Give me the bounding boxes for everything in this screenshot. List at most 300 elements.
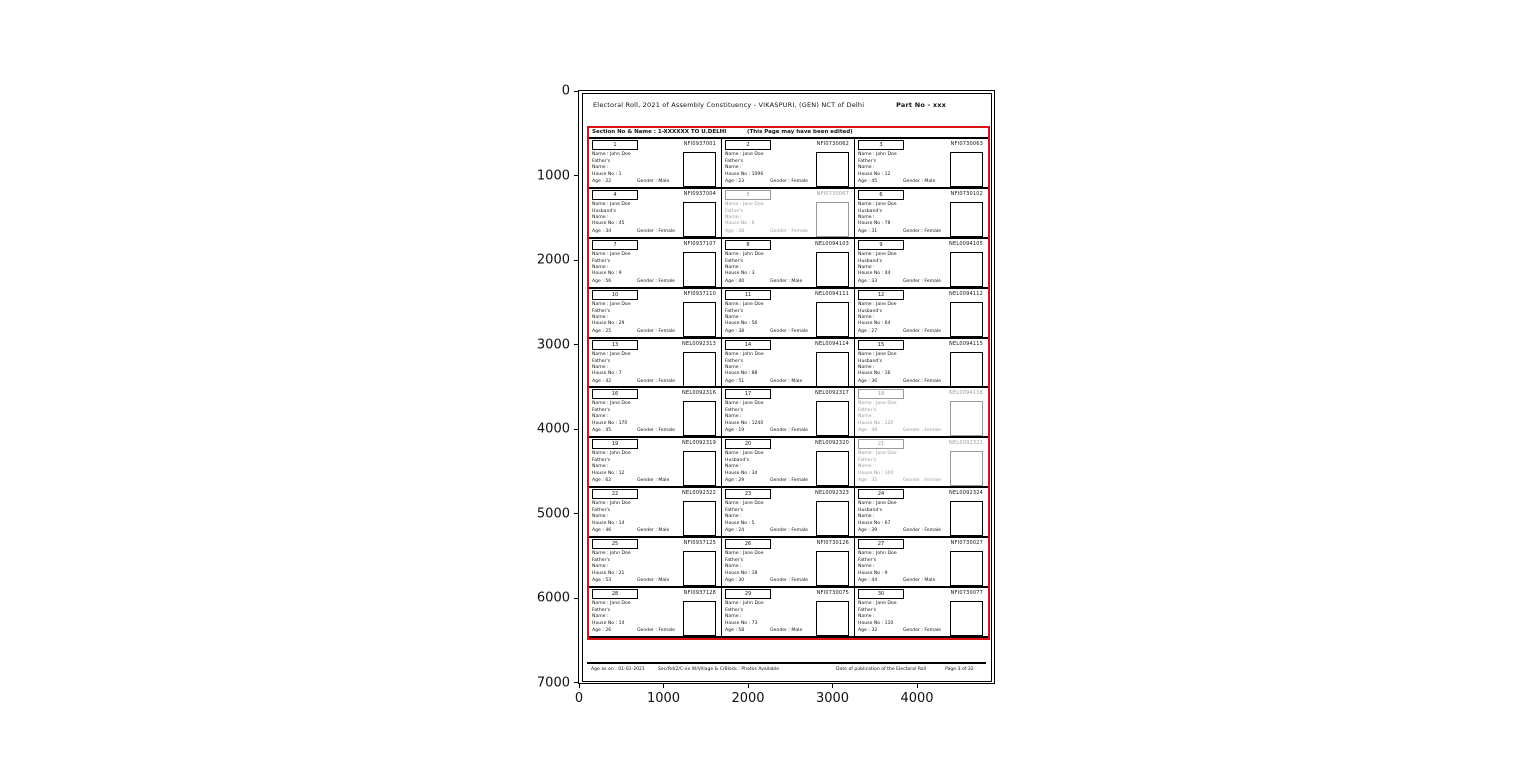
serial-number-box: 25 <box>592 539 638 549</box>
section-header-row <box>589 128 988 139</box>
relation-value-line: Name : <box>592 165 609 170</box>
serial-number-box: 6 <box>858 190 904 200</box>
serial-number-box: 28 <box>592 589 638 599</box>
gender-line: Gender : Male <box>637 528 670 534</box>
gender-line: Gender : Male <box>637 478 670 484</box>
voter-card <box>855 588 988 638</box>
voter-name-line: Name : Jane Doe <box>592 301 631 307</box>
gender-line: Gender : Female <box>770 228 809 234</box>
epic-number: NFI0730126 <box>816 540 849 547</box>
serial-number-box: 13 <box>592 340 638 350</box>
house-number-line: House No : 6 <box>725 221 755 227</box>
voter-card <box>589 239 722 289</box>
age-line: Age : 44 <box>858 578 878 584</box>
relation-value-line: Name : <box>592 564 609 570</box>
section-name: Section No & Name : 1-XXXXXX TO U.DELHI <box>592 129 727 135</box>
house-number-line: House No : 120 <box>858 420 894 426</box>
voter-name-line: Name : Jane Doe <box>725 152 764 157</box>
voter-card <box>855 239 988 289</box>
serial-number-box: 27 <box>858 539 904 549</box>
age-line: Age : 35 <box>858 478 878 484</box>
voter-name-line: Name : John Doe <box>858 551 897 557</box>
x-axis-tick-label: 0 <box>574 691 584 706</box>
voter-photo-box <box>816 501 849 536</box>
epic-number: NFI0937107 <box>683 240 716 247</box>
age-line: Age : 33 <box>858 278 878 284</box>
serial-number-box: 3 <box>858 140 904 150</box>
serial-number-box: 10 <box>592 290 638 300</box>
epic-number: NFI0937004 <box>683 190 716 197</box>
gender-line: Gender : Female <box>637 428 676 434</box>
relation-value-line: Name : <box>858 564 875 570</box>
y-axis-tick-label: 6000 <box>536 590 570 606</box>
epic-number: NEL0094112 <box>949 290 983 297</box>
voter-photo-box <box>816 252 849 287</box>
voter-name-line: Name : Jane Doe <box>592 601 631 607</box>
relation-label-line: Father's <box>858 458 877 464</box>
house-number-line: House No : 18 <box>725 570 758 576</box>
gender-line: Gender : Female <box>903 478 942 484</box>
x-axis-tick-label: 4000 <box>900 691 934 706</box>
epic-number: NFI0730062 <box>816 141 849 147</box>
footer-age-as-on: Age as on : 01-01-2021 <box>591 667 645 672</box>
epic-number: NEL0092317 <box>815 390 849 397</box>
gender-line: Gender : Female <box>903 228 942 234</box>
y-axis-tick-label: 5000 <box>536 506 570 522</box>
relation-label-line: Father's <box>592 558 611 564</box>
age-line: Age : 39 <box>858 528 878 534</box>
age-line: Age : 23 <box>725 179 745 184</box>
relation-value-line: Name : <box>592 414 609 420</box>
relation-label-line: Father's <box>725 608 744 614</box>
house-number-line: House No : 16 <box>858 371 891 377</box>
gender-line: Gender : Female <box>637 628 676 634</box>
voter-card <box>855 339 988 389</box>
serial-number-box: 21 <box>858 439 904 449</box>
relation-label-line: Father's <box>725 308 744 314</box>
relation-label-line: Father's <box>858 408 877 414</box>
age-line: Age : 58 <box>725 628 745 634</box>
relation-value-line: Name : <box>858 514 875 520</box>
voter-name-line: Name : Jane Doe <box>858 301 897 307</box>
voter-photo-box <box>950 401 983 436</box>
age-line: Age : 32 <box>858 628 878 634</box>
voter-card <box>855 438 988 488</box>
serial-number-box: 20 <box>725 439 771 449</box>
epic-number: NFI0937001 <box>683 141 716 147</box>
house-number-line: House No : 1240 <box>725 420 764 426</box>
epic-number: NEL0094111 <box>815 290 849 297</box>
gender-line: Gender : Female <box>637 328 676 334</box>
gender-line: Gender : Female <box>770 528 809 534</box>
voter-photo-box <box>816 302 849 337</box>
voter-photo-box <box>683 202 716 237</box>
relation-value-line: Name : <box>858 264 875 270</box>
relation-value-line: Name : <box>858 364 875 370</box>
voter-card <box>722 289 855 339</box>
relation-label-line: Father's <box>592 458 611 464</box>
relation-label-line: Husband's <box>858 258 882 264</box>
house-number-line: House No : 104 <box>858 470 894 476</box>
y-axis-tick-label: 4000 <box>536 421 570 437</box>
relation-label-line: Husband's <box>858 358 882 364</box>
y-axis-tick-label: 2000 <box>536 252 570 268</box>
document-header <box>593 101 984 111</box>
voter-photo-box <box>683 401 716 436</box>
voter-name-line: Name : Jane Doe <box>725 401 764 407</box>
epic-number: NEL0094118 <box>949 390 983 397</box>
voter-card <box>589 588 722 638</box>
part-number: Part No - xxx <box>896 101 946 109</box>
house-number-line: House No : 73 <box>725 620 758 626</box>
voter-name-line: Name : John Doe <box>592 551 631 557</box>
serial-number-box: 11 <box>725 290 771 300</box>
voter-name-line: Name : John Doe <box>592 152 631 157</box>
voter-photo-box <box>950 152 983 187</box>
gender-line: Gender : Female <box>637 228 676 234</box>
voter-card <box>855 189 988 239</box>
voter-photo-box <box>816 352 849 387</box>
gender-line: Gender : Female <box>903 378 942 384</box>
voter-name-line: Name : Jane Doe <box>858 601 897 607</box>
voter-name-line: Name : Jane Doe <box>725 551 764 557</box>
voter-card <box>722 488 855 538</box>
age-line: Age : 25 <box>592 328 612 334</box>
relation-value-line: Name : <box>725 564 742 570</box>
epic-number: NEL0092316 <box>682 390 716 397</box>
voter-name-line: Name : Jane Doe <box>858 351 897 357</box>
age-line: Age : 56 <box>592 278 612 284</box>
age-line: Age : 29 <box>725 478 745 484</box>
voter-card <box>589 139 722 189</box>
epic-number: NEL0092319 <box>682 440 716 447</box>
voter-card <box>722 438 855 488</box>
y-axis-tick-label: 1000 <box>536 168 570 184</box>
voter-photo-box <box>816 551 849 586</box>
voter-photo-box <box>950 601 983 636</box>
relation-label-line: Father's <box>592 258 611 264</box>
relation-label-line: Father's <box>592 408 611 414</box>
voter-name-line: Name : Jane Doe <box>858 251 897 257</box>
voter-photo-box <box>816 401 849 436</box>
serial-number-box: 22 <box>592 489 638 499</box>
gender-line: Gender : Male <box>770 278 803 284</box>
house-number-line: House No : 56 <box>725 321 758 327</box>
relation-value-line: Name : <box>592 364 609 370</box>
document-title: Electoral Roll, 2021 of Assembly Constituency - VIKASPURI, (GEN) NCT of Delhi <box>593 101 865 109</box>
house-number-line: House No : 64 <box>858 321 891 327</box>
voter-name-line: Name : Jane Doe <box>592 201 631 207</box>
age-line: Age : 42 <box>592 378 612 384</box>
gender-line: Gender : Male <box>903 578 936 584</box>
relation-value-line: Name : <box>725 414 742 420</box>
age-line: Age : 46 <box>592 528 612 534</box>
x-axis-tick-label: 3000 <box>815 691 850 706</box>
age-line: Age : 40 <box>725 278 745 284</box>
voter-photo-box <box>683 302 716 337</box>
voter-card <box>722 388 855 438</box>
gender-line: Gender : Female <box>770 328 809 334</box>
house-number-line: House No : 21 <box>592 570 625 576</box>
epic-number: NFI0730102 <box>950 190 983 197</box>
epic-number: NFI0730077 <box>950 590 983 597</box>
house-number-line: House No : 9 <box>592 271 622 277</box>
voter-photo-box <box>950 501 983 536</box>
voter-card <box>589 189 722 239</box>
relation-value-line: Name : <box>725 514 742 520</box>
house-number-line: House No : 110 <box>858 620 894 626</box>
voter-name-line: Name : Jane Doe <box>858 451 897 457</box>
epic-number: NEL0092320 <box>815 440 849 447</box>
serial-number-box: 15 <box>858 340 904 350</box>
voter-name-line: Name : John Doe <box>725 351 764 357</box>
serial-number-box: 7 <box>592 240 638 250</box>
epic-number: NEL0094105 <box>949 240 983 247</box>
voter-name-line: Name : Jane Doe <box>858 401 897 407</box>
relation-label-line: Father's <box>592 358 611 364</box>
voter-name-line: Name : John Doe <box>858 152 897 157</box>
gender-line: Gender : Female <box>903 278 942 284</box>
relation-label-line: Father's <box>725 208 744 214</box>
epic-number: NEL0092323 <box>815 490 849 497</box>
epic-number: NFI0937110 <box>683 290 716 297</box>
voter-card <box>855 289 988 339</box>
relation-value-line: Name : <box>592 514 609 520</box>
age-line: Age : 53 <box>592 578 612 584</box>
house-number-line: House No : 1096 <box>725 171 764 177</box>
voter-photo-box <box>683 551 716 586</box>
relation-label-line: Father's <box>725 508 744 514</box>
voter-photo-box <box>950 451 983 486</box>
house-number-line: House No : 1 <box>592 171 622 177</box>
epic-number: NEL0092324 <box>949 490 983 497</box>
serial-number-box: 16 <box>592 389 638 399</box>
voter-name-line: Name : John Doe <box>592 501 631 507</box>
voter-photo-box <box>683 252 716 287</box>
voter-photo-box <box>950 202 983 237</box>
serial-number-box: 5 <box>725 190 771 200</box>
relation-value-line: Name : <box>725 264 742 270</box>
age-line: Age : 31 <box>858 228 878 234</box>
serial-number-box: 17 <box>725 389 771 399</box>
y-axis-tick <box>574 429 579 430</box>
serial-number-box: 26 <box>725 539 771 549</box>
voter-name-line: Name : John Doe <box>725 251 764 257</box>
gender-line: Gender : Female <box>903 428 942 434</box>
voter-card <box>855 139 988 189</box>
voter-photo-box <box>816 152 849 187</box>
y-axis-tick-label: 7000 <box>536 675 570 691</box>
relation-label-line: Father's <box>592 308 611 314</box>
relation-label-line: Father's <box>725 258 744 264</box>
voter-photo-box <box>683 152 716 187</box>
epic-number: NFI0937128 <box>683 590 716 597</box>
voter-card <box>855 538 988 588</box>
relation-label-line: Husband's <box>858 208 882 214</box>
relation-value-line: Name : <box>725 165 742 170</box>
relation-label-line: Father's <box>592 508 611 514</box>
relation-label-line: Father's <box>858 159 877 164</box>
relation-value-line: Name : <box>858 214 875 220</box>
relation-value-line: Name : <box>725 614 742 620</box>
house-number-line: House No : 14 <box>592 520 625 526</box>
age-line: Age : 27 <box>858 328 878 334</box>
voter-photo-box <box>950 252 983 287</box>
x-axis-tick <box>663 683 664 688</box>
house-number-line: House No : 7 <box>592 371 622 377</box>
relation-label-line: Husband's <box>858 308 882 314</box>
voter-card <box>589 339 722 389</box>
relation-value-line: Name : <box>725 214 742 220</box>
house-number-line: House No : 170 <box>592 420 628 426</box>
epic-number: NFI0937125 <box>683 540 716 547</box>
voter-name-line: Name : Jane Doe <box>725 501 764 507</box>
relation-value-line: Name : <box>858 464 875 470</box>
relation-value-line: Name : <box>858 614 875 620</box>
relation-label-line: Husband's <box>592 208 616 214</box>
y-axis-tick <box>574 344 579 345</box>
relation-label-line: Father's <box>858 608 877 614</box>
voter-card <box>589 488 722 538</box>
gender-line: Gender : Male <box>637 179 670 184</box>
serial-number-box: 8 <box>725 240 771 250</box>
epic-number: NFI0730027 <box>950 540 983 547</box>
x-axis-tick <box>748 683 749 688</box>
serial-number-box: 29 <box>725 589 771 599</box>
epic-number: NFI0730075 <box>816 590 849 597</box>
epic-number: NEL0094103 <box>815 240 849 247</box>
serial-number-box: 19 <box>592 439 638 449</box>
age-line: Age : 26 <box>592 628 612 634</box>
age-line: Age : 38 <box>725 328 745 334</box>
voter-photo-box <box>816 202 849 237</box>
relation-value-line: Name : <box>592 314 609 320</box>
gender-line: Gender : Female <box>903 328 942 334</box>
voter-card <box>589 388 722 438</box>
voter-name-line: Name : Jane Doe <box>725 201 764 207</box>
gender-line: Gender : Female <box>770 578 809 584</box>
epic-number: NFI0730067 <box>816 190 849 197</box>
age-line: Age : 48 <box>858 428 878 434</box>
house-number-line: House No : 14 <box>592 620 625 626</box>
gender-line: Gender : Male <box>903 179 936 184</box>
age-line: Age : 45 <box>858 179 878 184</box>
voter-photo-box <box>683 501 716 536</box>
y-axis-tick <box>574 598 579 599</box>
x-axis-tick <box>579 683 580 688</box>
highlight-red-box <box>587 126 990 640</box>
age-line: Age : 45 <box>592 428 612 434</box>
relation-label-line: Father's <box>725 408 744 414</box>
age-line: Age : 34 <box>592 228 612 234</box>
gender-line: Gender : Female <box>637 278 676 284</box>
gender-line: Gender : Female <box>770 428 809 434</box>
y-axis-tick <box>574 260 579 261</box>
age-line: Age : 28 <box>725 228 745 234</box>
house-number-line: House No : 45 <box>592 221 625 227</box>
relation-label-line: Father's <box>858 558 877 564</box>
voter-card <box>722 339 855 389</box>
footer-page-number: Page 3 of 32 <box>945 667 974 672</box>
voter-name-line: Name : Jane Doe <box>858 501 897 507</box>
x-axis-tick <box>832 683 833 688</box>
gender-line: Gender : Female <box>903 528 942 534</box>
x-axis-tick <box>917 683 918 688</box>
relation-value-line: Name : <box>725 364 742 370</box>
serial-number-box: 9 <box>858 240 904 250</box>
y-axis-tick-label: 3000 <box>536 337 570 353</box>
serial-number-box: 4 <box>592 190 638 200</box>
voter-name-line: Name : Jane Doe <box>858 201 897 207</box>
age-line: Age : 62 <box>592 478 612 484</box>
relation-label-line: Father's <box>725 159 744 164</box>
voter-card <box>589 538 722 588</box>
serial-number-box: 1 <box>592 140 638 150</box>
relation-label-line: Father's <box>725 358 744 364</box>
voter-name-line: Name : John Doe <box>725 601 764 607</box>
relation-value-line: Name : <box>725 314 742 320</box>
x-axis-tick-label: 2000 <box>731 691 765 706</box>
relation-value-line: Name : <box>858 314 875 320</box>
voter-card <box>722 239 855 289</box>
voter-name-line: Name : Jane Doe <box>592 401 631 407</box>
voter-card <box>589 289 722 339</box>
voter-photo-box <box>950 302 983 337</box>
voter-name-line: Name : Jane Doe <box>725 451 764 457</box>
relation-value-line: Name : <box>592 614 609 620</box>
relation-value-line: Name : <box>725 464 742 470</box>
age-line: Age : 24 <box>725 528 745 534</box>
serial-number-box: 24 <box>858 489 904 499</box>
serial-number-box: 14 <box>725 340 771 350</box>
relation-value-line: Name : <box>858 165 875 170</box>
voter-photo-box <box>816 601 849 636</box>
gender-line: Gender : Female <box>637 378 676 384</box>
house-number-line: House No : 88 <box>725 371 758 377</box>
voter-name-line: Name : Jane Doe <box>592 351 631 357</box>
footer-publication-info: Date of publication of the Electoral Roll <box>836 667 927 672</box>
voter-photo-box <box>816 451 849 486</box>
epic-number: NEL0094114 <box>815 340 849 347</box>
epic-number: NEL0092313 <box>682 340 716 347</box>
house-number-line: House No : 78 <box>858 221 891 227</box>
y-axis-tick <box>574 91 579 92</box>
epic-number: NEL0092321 <box>949 440 983 447</box>
voter-photo-box <box>950 551 983 586</box>
house-number-line: House No : 29 <box>592 321 625 327</box>
gender-line: Gender : Female <box>770 478 809 484</box>
house-number-line: House No : 44 <box>858 271 891 277</box>
relation-value-line: Name : <box>592 464 609 470</box>
gender-line: Gender : Female <box>903 628 942 634</box>
gender-line: Gender : Male <box>637 578 670 584</box>
footer-section-info: Sec/Rd/2/C-xx W/Village & C/Block : Photos Available <box>658 667 780 672</box>
voter-card <box>722 139 855 189</box>
relation-label-line: Father's <box>592 159 611 164</box>
voter-photo-box <box>683 601 716 636</box>
relation-value-line: Name : <box>858 414 875 420</box>
house-number-line: House No : 9 <box>858 570 888 576</box>
y-axis-tick <box>574 175 579 176</box>
relation-label-line: Father's <box>725 558 744 564</box>
house-number-line: House No : 67 <box>858 520 891 526</box>
voter-photo-box <box>683 352 716 387</box>
house-number-line: House No : 12 <box>592 470 625 476</box>
y-axis-tick-label: 0 <box>561 83 570 99</box>
serial-number-box: 30 <box>858 589 904 599</box>
plot-area <box>536 83 995 706</box>
voter-card-grid <box>589 139 988 638</box>
